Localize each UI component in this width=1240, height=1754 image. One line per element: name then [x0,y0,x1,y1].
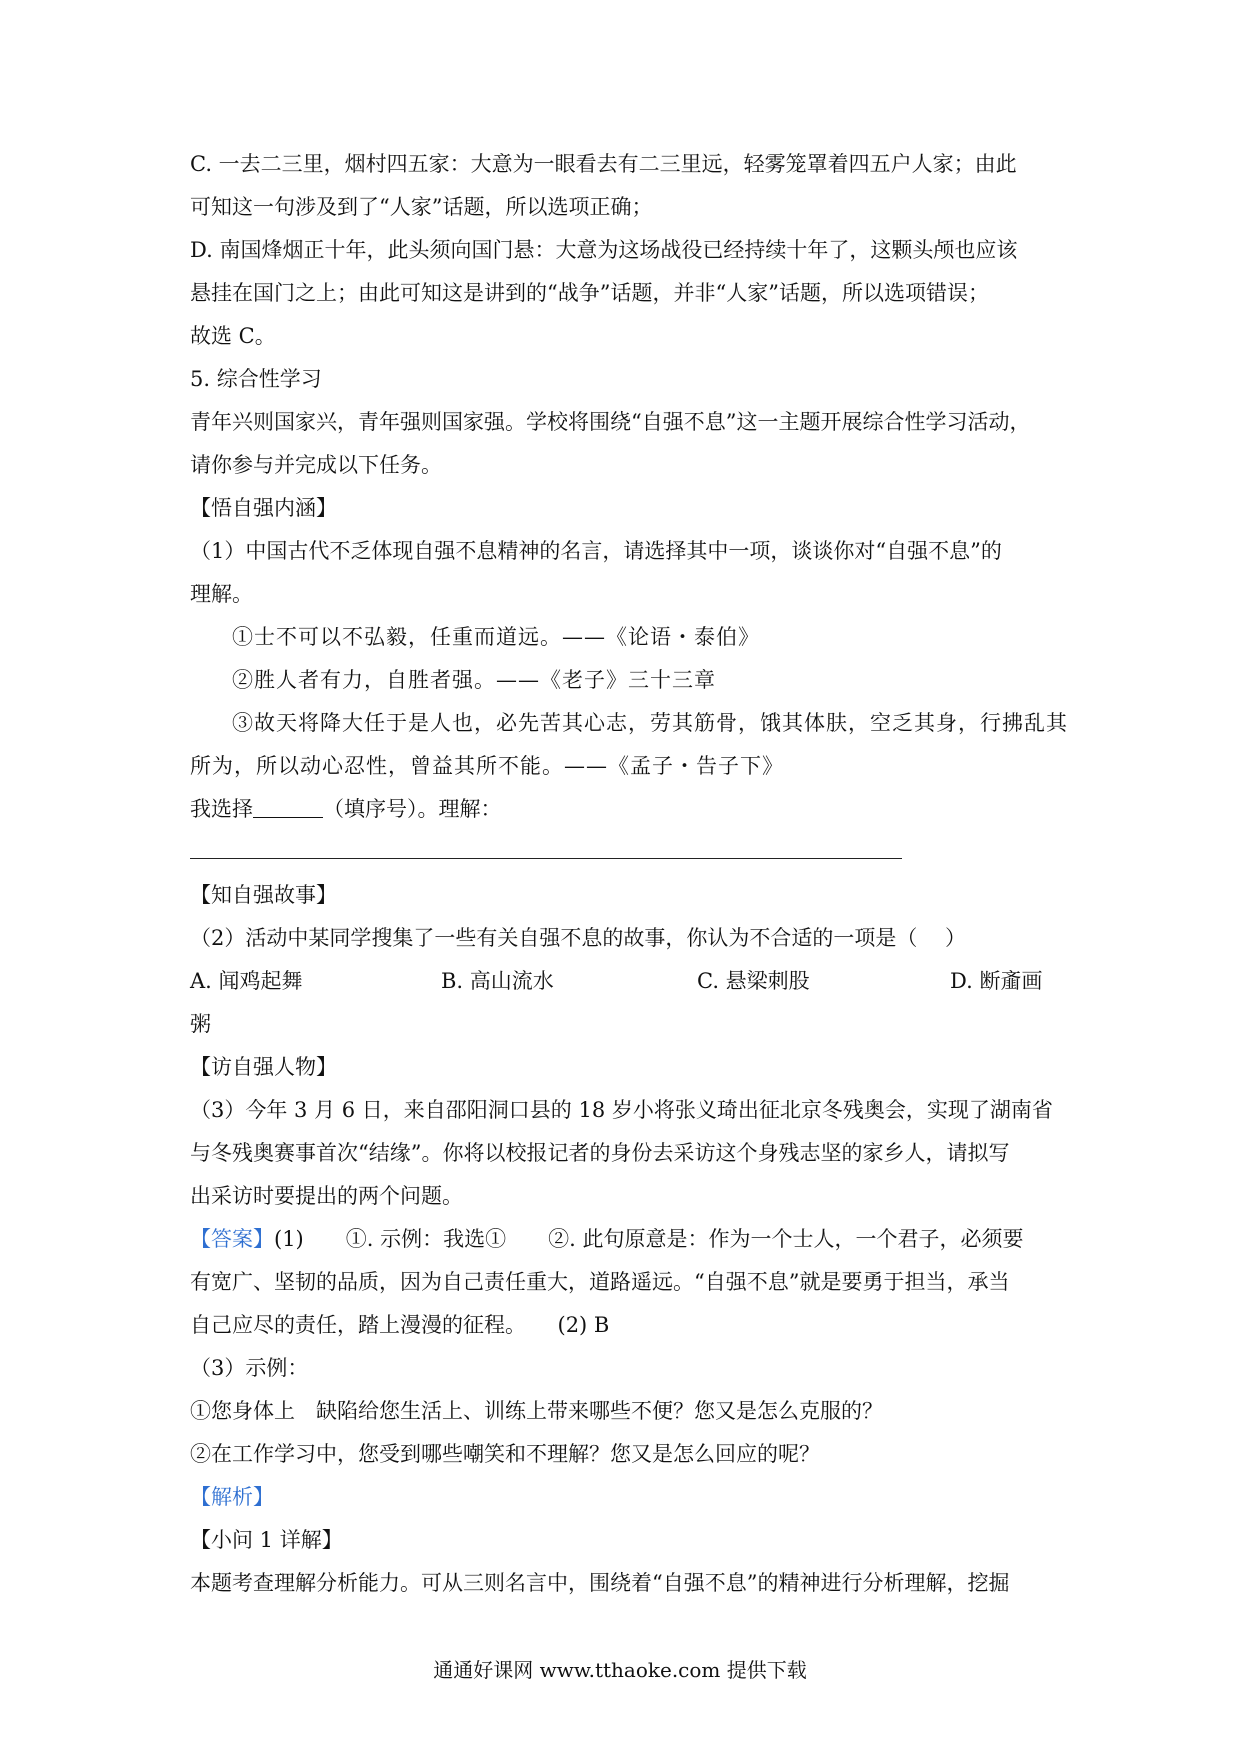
page-footer: 通通好课网 www.tthaoke.com 提供下载 [433,1658,807,1682]
answer-line-1 [190,1225,1023,1253]
choose-prefix: 我选择 [190,797,253,821]
section-heading-wu: 【悟自强内涵】 [190,496,337,520]
answer-line-rule [190,858,902,859]
option-d-line-1: D. 南国烽烟正十年，此头须向国门悬：大意为这场战役已经持续十年了，这颗头颅也应该 [190,238,1018,262]
question-1-line-2: 理解。 [190,582,253,606]
question-3-line-3: 出采访时要提出的两个问题。 [190,1184,463,1208]
question-2: （2）活动中某同学搜集了一些有关自强不息的故事，你认为不合适的一项是（ ） [190,926,967,950]
option-c-line-1: C. 一去二三里，烟村四五家：大意为一眼看去有二三里远，轻雾笼罩着四五户人家；由此 [190,152,1017,176]
answer-3-question-2: ②在工作学习中，您受到哪些嘲笑和不理解？您又是怎么回应的呢？ [190,1442,820,1466]
choose-suffix: （填序号）。理解： [323,797,502,821]
quote-3-line-2: 所为，所以动心忍性，曾益其所不能。——《孟子・告子下》 [190,754,784,778]
option-c: C. 悬梁刺股 [697,969,810,993]
quote-1: ①士不可以不弘毅，任重而道远。——《论语・泰伯》 [232,625,760,649]
question-1-line-1: （1）中国古代不乏体现自强不息精神的名言，请选择其中一项，谈谈你对“自强不息”的 [190,539,1002,563]
question-3-line-1: （3）今年 3 月 6 日，来自邵阳洞口县的 18 岁小将张义琦出征北京冬残奥会，实现了湖南省 [190,1098,1053,1122]
option-a: A. 闻鸡起舞 [190,969,303,993]
quote-3-line-1: ③故天将降大任于是人也，必先苦其心志，劳其筋骨，饿其体肤，空乏其身，行拂乱其 [232,711,1068,735]
question-3-line-2: 与冬残奥赛事首次“结缘”。你将以校报记者的身份去采访这个身残志坚的家乡人，请拟写 [190,1141,1010,1165]
answer-blank [253,797,323,818]
option-d-continued: 粥 [190,1012,211,1036]
analysis-label: 【解析】 [190,1485,274,1509]
intro-line-1: 青年兴则国家兴，青年强则国家强。学校将围绕“自强不息”这一主题开展综合性学习活动， [190,410,1031,434]
answer-3-question-1: ①您身体上 缺陷给您生活上、训练上带来哪些不便？您又是怎么克服的？ [190,1399,883,1423]
sub-question-1-line-1: 本题考查理解分析能力。可从三则名言中，围绕着“自强不息”的精神进行分析理解，挖掘 [190,1571,1010,1595]
intro-line-2: 请你参与并完成以下任务。 [190,453,442,477]
option-d-line-2: 悬挂在国门之上；由此可知这是讲到的“战争”话题，并非“人家”话题，所以选项错误； [190,281,989,305]
choose-c-text: 故选 C。 [190,324,276,348]
option-d: D. 断齑画 [950,969,1043,993]
option-c-line-2: 可知这一句涉及到了“人家”话题，所以选项正确； [190,195,653,219]
answer-label: 【答案】 [190,1227,274,1251]
sub-question-1-title: 【小问 1 详解】 [190,1528,343,1552]
quote-2: ②胜人者有力，自胜者强。——《老子》三十三章 [232,668,716,692]
section-heading-fang: 【访自强人物】 [190,1055,337,1079]
answer-line-3: 自己应尽的责任，踏上漫漫的征程。 (2) B [190,1313,610,1337]
question-5-title: 5. 综合性学习 [190,367,322,391]
choose-prompt [190,795,502,823]
answer-line-2: 有宽广、坚韧的品质，因为自己责任重大，道路遥远。“自强不息”就是要勇于担当，承当 [190,1270,1010,1294]
option-b: B. 高山流水 [441,969,554,993]
answer-3-title: （3）示例： [190,1356,309,1380]
answer-line-1-text: (1) ①. 示例：我选① ②. 此句原意是：作为一个士人，一个君子，必须要 [274,1227,1024,1251]
section-heading-zhi: 【知自强故事】 [190,883,337,907]
